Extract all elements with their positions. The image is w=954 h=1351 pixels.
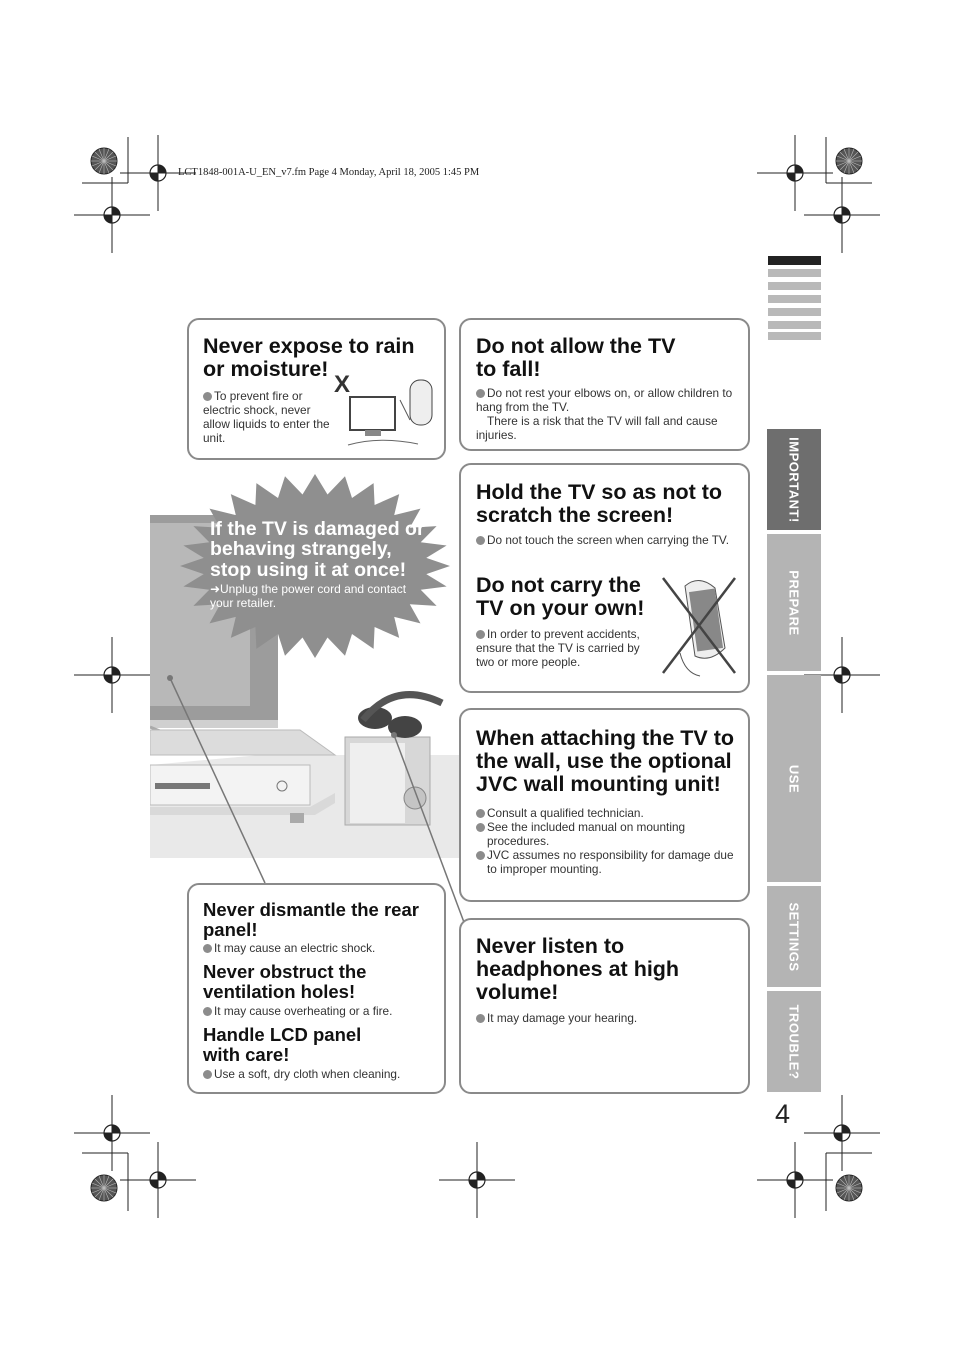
rain-body: To prevent fire or electric shock, never allow liquids to enter the unit. bbox=[203, 389, 330, 445]
vent-title: Never obstruct the ventilation holes! bbox=[203, 961, 367, 1002]
hold-title: Hold the TV so as not to scratch the screen! bbox=[476, 480, 723, 528]
list-item: Consult a qualified technician. bbox=[476, 807, 742, 821]
fall-body: Do not rest your elbows on, or allow children to hang from the TV. There is a risk that the TV will fall and cause injuries. bbox=[476, 386, 733, 442]
carry-title: Do not carry the TV on your own! bbox=[476, 573, 645, 621]
tab-prepare[interactable]: PREPARE bbox=[767, 534, 821, 671]
hold-body: Do not touch the screen when carrying the TV. bbox=[476, 534, 738, 548]
bullet-icon bbox=[203, 1007, 212, 1016]
list-item: JVC assumes no responsibility for damage due to improper mounting. bbox=[476, 849, 742, 877]
fall-title: Do not allow the TV to fall! bbox=[476, 334, 676, 382]
lcd-title: Handle LCD panel with care! bbox=[203, 1024, 362, 1065]
bullet-icon bbox=[203, 1070, 212, 1079]
rear-body: It may cause an electric shock. bbox=[203, 942, 438, 956]
wall-list bbox=[476, 807, 742, 877]
burst-body: ➜Unplug the power cord and contact your retailer. bbox=[210, 582, 407, 611]
vent-body: It may cause overheating or a fire. bbox=[203, 1005, 438, 1019]
list-item: See the included manual on mounting procedures. bbox=[476, 821, 742, 849]
bullet-icon bbox=[476, 536, 485, 545]
carry-tv-crossed-icon bbox=[655, 568, 740, 683]
svg-text:X: X bbox=[334, 371, 351, 398]
headphones-body: It may damage your hearing. bbox=[476, 1012, 738, 1026]
tab-settings[interactable]: SETTINGS bbox=[767, 886, 821, 987]
bullet-icon bbox=[476, 851, 485, 860]
tab-trouble[interactable]: TROUBLE? bbox=[767, 991, 821, 1092]
burst-title: If the TV is damaged or behaving strangely, stop using it at once! bbox=[210, 518, 425, 581]
bullet-icon bbox=[476, 809, 485, 818]
tab-use[interactable]: USE bbox=[767, 675, 821, 882]
arrow-icon: ➜ bbox=[210, 582, 221, 596]
rain-title: Never expose to rain or moisture! bbox=[203, 334, 415, 382]
bullet-icon bbox=[476, 823, 485, 832]
bullet-icon bbox=[476, 1014, 485, 1023]
headphones-title: Never listen to headphones at high volume! bbox=[476, 934, 680, 1005]
lcd-body: Use a soft, dry cloth when cleaning. bbox=[203, 1068, 438, 1082]
bullet-icon bbox=[203, 944, 212, 953]
tv-water-icon bbox=[330, 370, 438, 455]
wall-title: When attaching the TV to the wall, use the optional JVC wall mounting unit! bbox=[476, 726, 734, 797]
rear-title: Never dismantle the rear panel! bbox=[203, 899, 419, 940]
tab-important[interactable]: IMPORTANT! bbox=[767, 429, 821, 530]
bullet-icon bbox=[203, 392, 212, 401]
carry-body: In order to prevent accidents, ensure that the TV is carried by two or more people. bbox=[476, 627, 640, 669]
page-number: 4 bbox=[775, 1099, 791, 1129]
bullet-icon bbox=[476, 630, 485, 639]
file-header: LCT1848-001A-U_EN_v7.fm Page 4 Monday, April 18, 2005 1:45 PM bbox=[178, 167, 480, 178]
bullet-icon bbox=[476, 389, 485, 398]
